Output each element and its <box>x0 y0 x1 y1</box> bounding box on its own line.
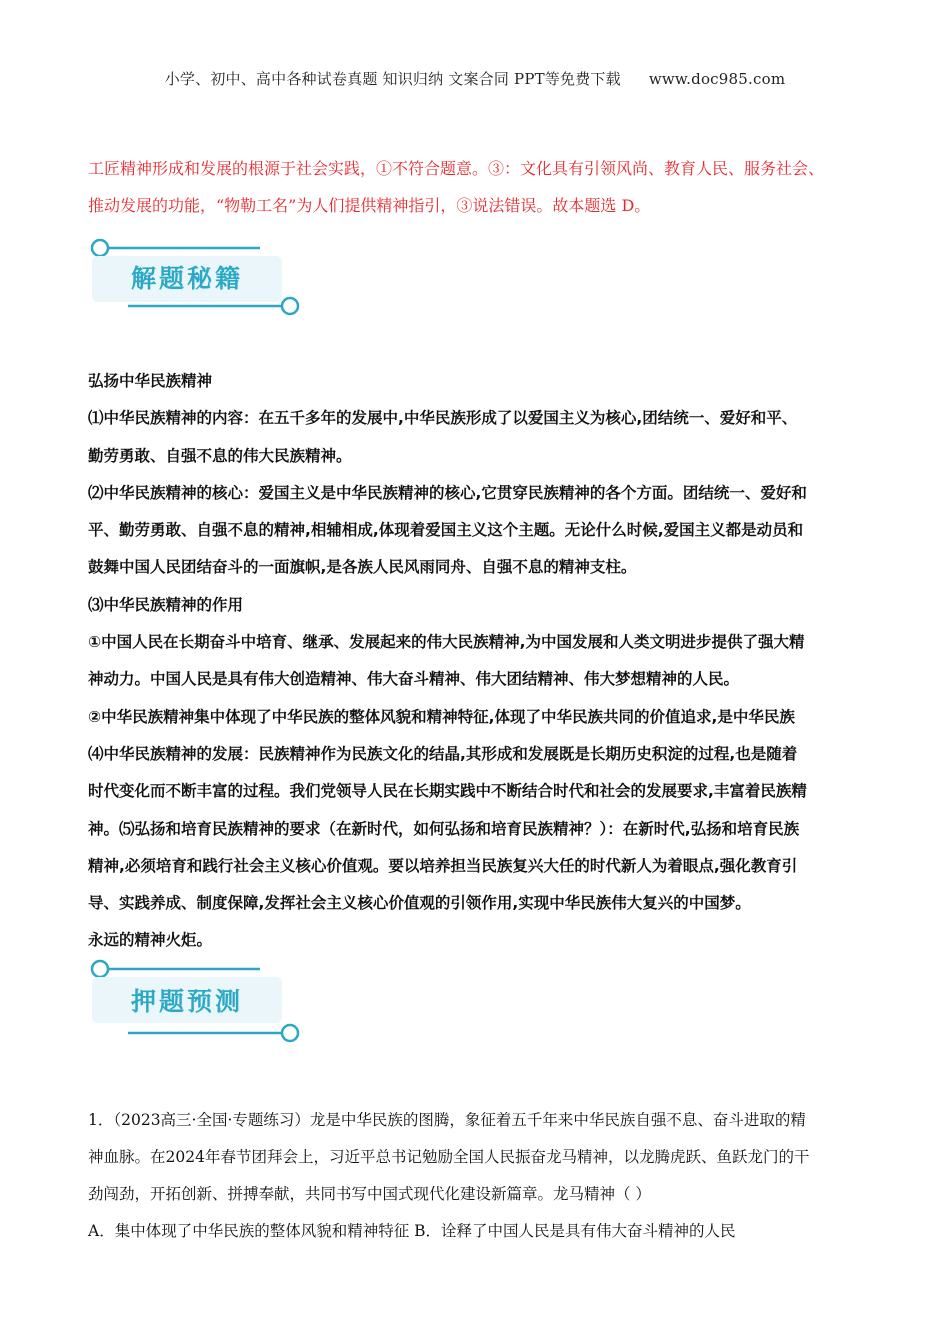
tips-banner <box>88 232 308 327</box>
body-line: 神。⑸弘扬和培育民族精神的要求（在新时代，如何弘扬和培育民族精神？）：在新时代,弘扬和培育民族 <box>88 819 800 838</box>
body-line: 永远的精神火炬。 <box>88 931 213 950</box>
predict-banner-title: 押题预测 <box>131 987 244 1016</box>
answer-line-2: 推动发展的功能，“物勒工名”为人们提供精神指引，③说法错误。故本题选 D。 <box>88 196 651 215</box>
answer-line-1: 工匠精神形成和发展的根源于社会实践，①不符合题意。③：文化具有引领风尚、教育人民、服务社会、 <box>88 159 825 178</box>
question-line-2: 神血脉。在2024年春节团拜会上，习近平总书记勉励全国人民振奋龙马精神，以龙腾虎跃、鱼跃龙门的干 <box>88 1148 810 1166</box>
body-line: 神动力。中国人民是具有伟大创造精神、伟大奋斗精神、伟大团结精神、伟大梦想精神的人民。 <box>88 670 740 689</box>
body-line: 精神,必须培育和践行社会主义核心价值观。要以培养担当民族复兴大任的时代新人为着眼点,强化教育引 <box>88 856 798 875</box>
tips-banner-title: 解题秘籍 <box>131 264 244 293</box>
question-line-3: 劲闯劲，开拓创新、拼搏奉献，共同书写中国式现代化建设新篇章。龙马精神（ ） <box>88 1185 651 1203</box>
header-text: 小学、初中、高中各种试卷真题 知识归纳 文案合同 PPT等免费下载 <box>164 70 621 88</box>
predict-banner <box>88 955 308 1050</box>
body-line: 导、实践养成、制度保障,发挥社会主义核心价值观的引领作用,实现中华民族伟大复兴的中国梦。 <box>88 894 751 913</box>
knowledge-body <box>88 363 878 960</box>
header-url[interactable]: www.doc985.com <box>648 70 786 88</box>
body-line: ⑵中华民族精神的核心：爱国主义是中华民族精神的核心,它贯穿民族精神的各个方面。团结统一、爱好和 <box>88 483 807 502</box>
body-line: 平、勤劳勇敢、自强不息的精神,相辅相成,体现着爱国主义这个主题。无论什么时候,爱国主义都是动员和 <box>88 521 804 540</box>
body-line: ⑷中华民族精神的发展：民族精神作为民族文化的结晶,其形成和发展既是长期历史积淀的过程,也是随着 <box>88 744 798 763</box>
question-line-1: 1．（2023高三·全国·专题练习）龙是中华民族的图腾，象征着五千年来中华民族自强不息、奋斗进取的精 <box>88 1111 806 1129</box>
body-line: ⑴中华民族精神的内容：在五千多年的发展中,中华民族形成了以爱国主义为核心,团结统一、爱好和平、 <box>88 409 798 428</box>
body-line: 时代变化而不断丰富的过程。我们党领导人民在长期实践中不断结合时代和社会的发展要求,丰富着民族精 <box>88 782 807 801</box>
body-line: 勤劳勇敢、自强不息的伟大民族精神。 <box>88 446 352 465</box>
body-line: ②中华民族精神集中体现了中华民族的整体风貌和精神特征,体现了中华民族共同的价值追求,是中华民族 <box>88 707 795 726</box>
body-line: ⑶中华民族精神的作用 <box>88 595 244 614</box>
page-header <box>0 68 950 89</box>
body-line: 鼓舞中国人民团结奋斗的一面旗帜,是各族人民风雨同舟、自强不息的精神支柱。 <box>88 558 637 577</box>
question-1 <box>88 1102 878 1250</box>
body-line: 弘扬中华民族精神 <box>88 372 213 390</box>
question-options-ab: A．集中体现了中华民族的整体风貌和精神特征 B．诠释了中国人民是具有伟大奋斗精神的人民 <box>88 1222 736 1240</box>
body-line: ①中国人民在长期奋斗中培育、继承、发展起来的伟大民族精神,为中国发展和人类文明进步提供了强大精 <box>88 633 805 652</box>
answer-explanation <box>88 150 878 224</box>
